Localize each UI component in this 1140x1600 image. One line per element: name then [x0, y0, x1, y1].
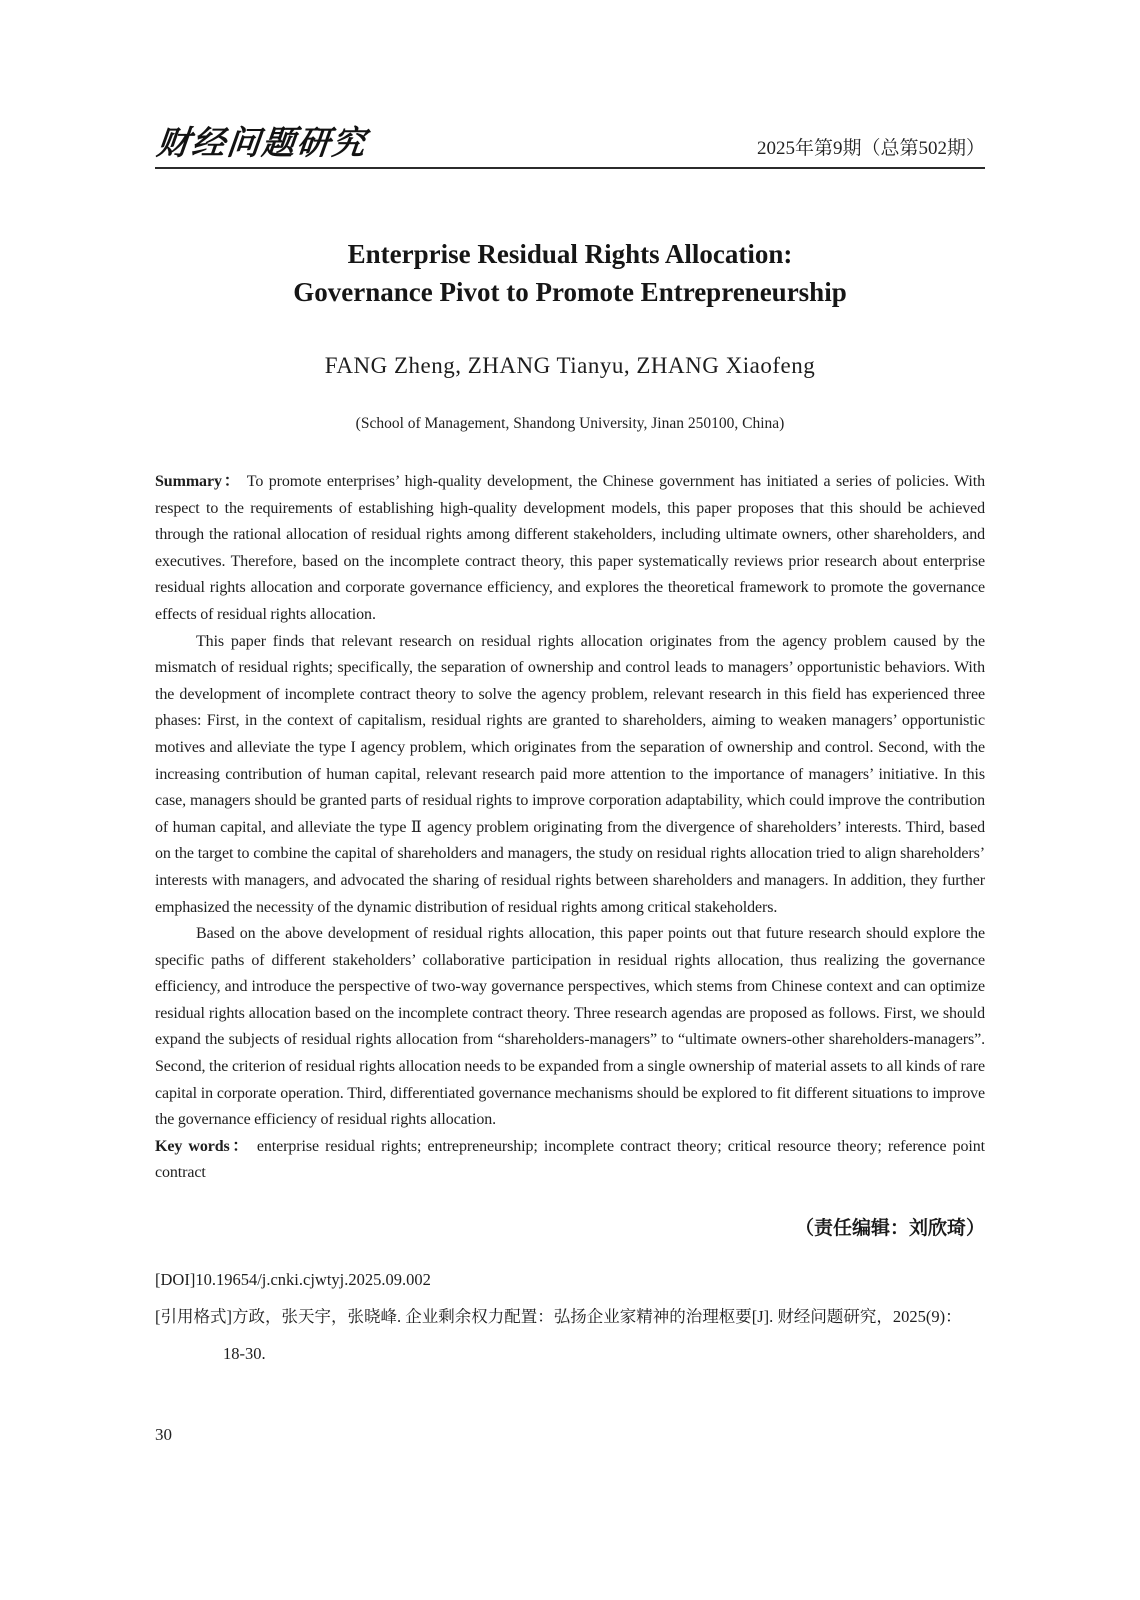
keywords-label: Key words： [155, 1137, 251, 1155]
abstract-section [155, 469, 985, 1187]
page-number: 30 [155, 1425, 172, 1444]
article-title-line2: Governance Pivot to Promote Entrepreneurship [293, 277, 847, 307]
citation-line: [引用格式]方政，张天宇，张晓峰. 企业剩余权力配置：弘扬企业家精神的治理枢要[J]. 财经问题研究，2025(9)： [155, 1307, 962, 1327]
affiliation-line: (School of Management, Shandong University, Jinan 250100, China) [355, 415, 785, 432]
doi-line: [DOI]10.19654/j.cnki.cjwtyj.2025.09.002 [155, 1270, 431, 1290]
authors-line: FANG Zheng, ZHANG Tianyu, ZHANG Xiaofeng [324, 353, 816, 378]
reference-block [155, 1266, 985, 1368]
citation-pages: 18-30. [223, 1344, 266, 1364]
abstract-paragraph-3: Based on the above development of residual rights allocation, this paper points out that future research should explore the specific paths of different stakeholders’ collaborative participation in residual rights allocation, thus realizing the governance efficiency, and introduce the perspective of two-way governance perspectives, which stems from Chinese context and can optimize residual rights allocation based on the incomplete contract theory. Three research agendas are proposed as follows. First, we should expand the subjects of residual rights allocation from “shareholders-managers” to “ultimate owners-other shareholders-managers”. Second, the criterion of residual rights allocation needs to be expanded from a single ownership of material assets to all kinds of rare capital in corporate operation. Third, differentiated governance mechanisms should be explored to fit different situations to improve the governance efficiency of residual rights allocation. [155, 925, 985, 1129]
page-header [155, 128, 985, 169]
responsible-editor-note: （责任编辑：刘欣琦） [794, 1218, 985, 1240]
issue-info: 2025年第9期（总第502期） [756, 138, 985, 160]
abstract-paragraph-2: This paper finds that relevant research on residual rights allocation originates from the agency problem caused by the mismatch of residual rights; specifically, the separation of ownership and control leads to managers’ opportunistic behaviors. With the development of incomplete contract theory to solve the agency problem, relevant research in this field has experienced three phases: First, in the context of capitalism, residual rights are granted to shareholders, aiming to weaken managers’ opportunistic motives and alleviate the type I agency problem, which originates from the separation of ownership and control. Second, with the increasing contribution of human capital, relevant research paid more attention to the importance of managers’ initiative. In this case, managers should be granted parts of residual rights to improve corporation adaptability, which could improve the contribution of human capital, and alleviate the type Ⅱ agency problem originating from the divergence of shareholders’ interests. Third, based on the target to combine the capital of shareholders and managers, the study on residual rights allocation tried to align shareholders’ interests with managers, and advocated the sharing of residual rights between shareholders and managers. In addition, they further emphasized the necessity of the dynamic distribution of residual rights among critical stakeholders. [155, 632, 985, 916]
summary-paragraph [155, 469, 985, 629]
summary-label: Summary： [155, 473, 242, 490]
keywords-paragraph [155, 1134, 985, 1187]
article-title [155, 235, 985, 311]
journal-logo: 财经问题研究 [154, 126, 369, 162]
summary-text: To promote enterprises’ high-quality development, the Chinese government has initiated a series of policies. With respect to the requirements of establishing high-quality development models, this paper proposes that this should be achieved through the rational allocation of residual rights among different stakeholders, including ultimate owners, other shareholders, and executives. Therefore, based on the incomplete contract theory, this paper systematically reviews prior research about enterprise residual rights allocation and corporate governance efficiency, and explores the theoretical framework to promote the governance effects of residual rights allocation. [155, 473, 985, 623]
article-title-line1: Enterprise Residual Rights Allocation: [347, 239, 793, 269]
keywords-text: enterprise residual rights; entrepreneurship; incomplete contract theory; critical resource theory; reference point contract [155, 1137, 985, 1182]
